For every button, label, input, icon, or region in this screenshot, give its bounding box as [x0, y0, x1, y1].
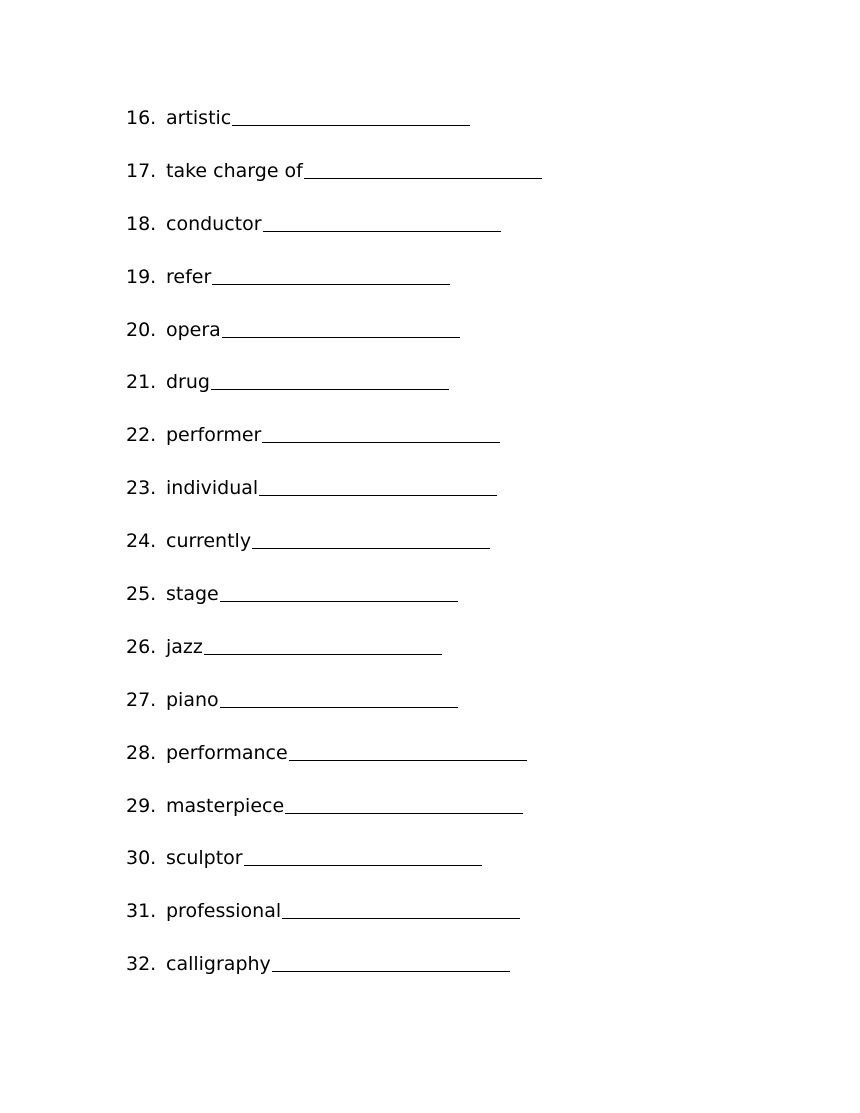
item-word: individual: [166, 477, 259, 500]
item-number: 24.: [126, 530, 157, 553]
item-word: professional: [166, 900, 282, 923]
item-number: 32.: [126, 953, 157, 976]
list-item: [126, 474, 542, 527]
item-word: drug: [166, 371, 210, 394]
list-item: [126, 421, 542, 474]
item-number: 23.: [126, 477, 157, 500]
item-word: performer: [166, 424, 262, 447]
list-item: [126, 104, 542, 157]
item-word: artistic: [166, 107, 232, 129]
answer-blank[interactable]: [211, 368, 449, 390]
answer-blank[interactable]: [272, 950, 510, 972]
list-item: [126, 263, 542, 316]
list-item: [126, 739, 542, 792]
item-word: masterpiece: [166, 794, 285, 817]
list-item: [126, 844, 542, 897]
list-item: [126, 368, 542, 421]
answer-blank[interactable]: [220, 580, 458, 602]
answer-blank[interactable]: [282, 897, 520, 919]
list-item: [126, 580, 542, 633]
item-word: currently: [166, 530, 252, 553]
list-item: [126, 792, 542, 845]
list-item: [126, 950, 542, 1003]
answer-blank[interactable]: [289, 739, 527, 761]
item-word: sculptor: [166, 847, 243, 870]
answer-blank[interactable]: [222, 316, 460, 338]
item-number: 20.: [126, 318, 157, 341]
item-word: piano: [166, 688, 219, 711]
item-number: 19.: [126, 265, 157, 288]
item-word: stage: [166, 583, 219, 606]
item-word: calligraphy: [166, 953, 271, 976]
answer-blank[interactable]: [252, 527, 490, 549]
item-number: 26.: [126, 635, 157, 658]
item-number: 17.: [126, 159, 157, 182]
answer-blank[interactable]: [232, 104, 470, 126]
item-word: take charge of: [166, 159, 303, 182]
item-number: 29.: [126, 794, 157, 817]
item-number: 30.: [126, 847, 157, 870]
item-word: conductor: [166, 212, 262, 235]
item-number: 28.: [126, 741, 157, 764]
answer-blank[interactable]: [263, 210, 501, 232]
list-item: [126, 897, 542, 950]
item-word: jazz: [166, 635, 203, 658]
list-item: [126, 633, 542, 686]
answer-blank[interactable]: [244, 844, 482, 866]
answer-blank[interactable]: [285, 792, 523, 814]
vocabulary-list: [126, 104, 542, 1003]
answer-blank[interactable]: [220, 686, 458, 708]
list-item: [126, 316, 542, 369]
item-word: refer: [166, 265, 212, 288]
answer-blank[interactable]: [304, 157, 542, 179]
answer-blank[interactable]: [259, 474, 497, 496]
answer-blank[interactable]: [212, 263, 450, 285]
item-number: 31.: [126, 900, 157, 923]
item-number: 16.: [126, 107, 157, 129]
item-number: 18.: [126, 212, 157, 235]
item-number: 21.: [126, 371, 157, 394]
item-word: opera: [166, 318, 221, 341]
item-number: 25.: [126, 583, 157, 606]
list-item: [126, 157, 542, 210]
item-number: 27.: [126, 688, 157, 711]
list-item: [126, 686, 542, 739]
item-word: performance: [166, 741, 288, 764]
item-number: 22.: [126, 424, 157, 447]
list-item: [126, 527, 542, 580]
answer-blank[interactable]: [262, 421, 500, 443]
list-item: [126, 210, 542, 263]
answer-blank[interactable]: [204, 633, 442, 655]
